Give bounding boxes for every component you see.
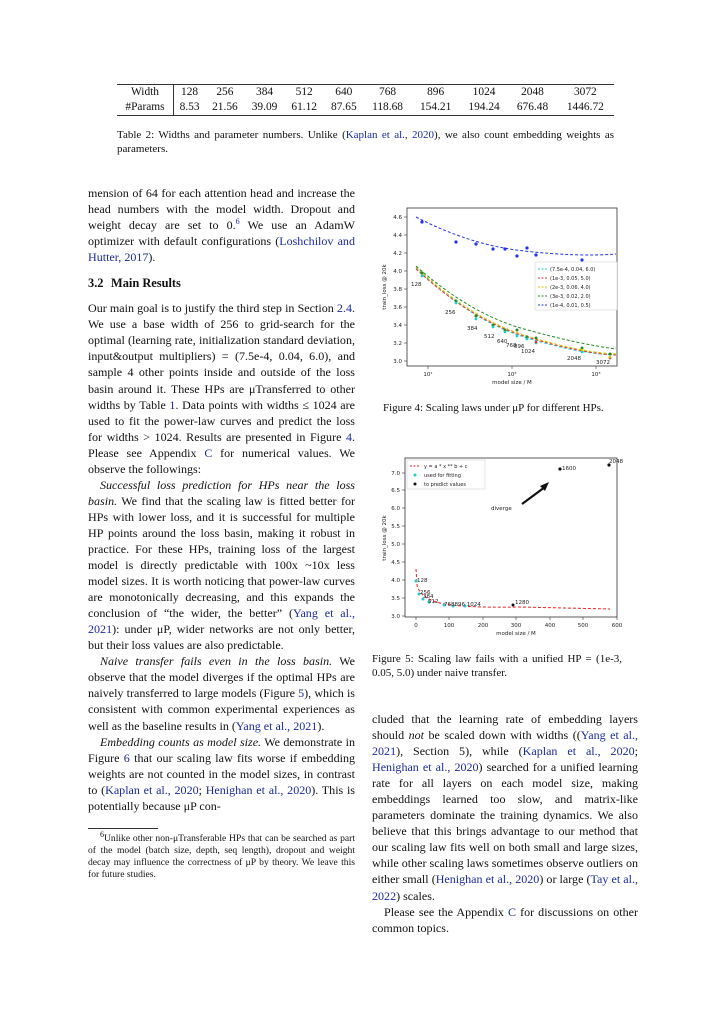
svg-text:4.5: 4.5 <box>391 560 400 566</box>
svg-text:200: 200 <box>477 623 489 629</box>
svg-text:256: 256 <box>445 310 456 316</box>
svg-text:(1e-4, 0.01, 0.5): (1e-4, 0.01, 0.5) <box>550 303 591 309</box>
svg-text:(3e-3, 0.02, 2.0): (3e-3, 0.02, 2.0) <box>550 294 591 300</box>
table-cell: 1446.72 <box>557 100 614 116</box>
svg-text:4.0: 4.0 <box>391 578 400 584</box>
table-link[interactable]: 1 <box>169 397 176 412</box>
svg-text:384: 384 <box>423 594 434 600</box>
svg-text:100: 100 <box>443 623 455 629</box>
citation-link[interactable]: Kaplan et al., 2020 <box>105 782 199 797</box>
svg-text:3.8: 3.8 <box>393 287 402 293</box>
svg-text:3.5: 3.5 <box>391 596 400 602</box>
citation-link[interactable]: Loshchilov and Hutter, 2017 <box>88 234 355 265</box>
right-column <box>372 711 638 936</box>
svg-text:to predict values: to predict values <box>424 482 466 488</box>
y-axis-label: train_loss @ 20k <box>382 264 388 310</box>
svg-text:(7.5e-4, 0.04, 6.0): (7.5e-4, 0.04, 6.0) <box>550 267 596 273</box>
appendix-link[interactable]: C <box>204 445 213 460</box>
svg-text:3072: 3072 <box>596 360 610 366</box>
svg-text:384: 384 <box>467 326 478 332</box>
table-cell: 512 <box>284 85 324 101</box>
svg-text:3.6: 3.6 <box>393 305 402 311</box>
left-column <box>88 185 355 881</box>
svg-text:4.2: 4.2 <box>393 251 402 257</box>
paragraph: Embedding counts as model size. We demonstrate in Figure 6 that our scaling law fits worse if embedding weights are not counted in the model sizes, in contrast to (Kaplan et al., 2020; Henighan et al., 2020). This is potentially because μP con- <box>88 734 355 813</box>
citation-link[interactable]: Yang et al., 2021 <box>235 718 318 733</box>
svg-text:600: 600 <box>611 623 623 629</box>
svg-text:768: 768 <box>506 343 517 349</box>
svg-text:1024: 1024 <box>521 349 535 355</box>
table-row-params <box>117 100 614 116</box>
svg-text:128: 128 <box>411 282 422 288</box>
paragraph: Successful loss prediction for HPs near the loss basin. We find that the scaling law is fitted better for HPs with lower loss, and it is successful for multiple HP points around the loss basin, making it robust in practice. For these HPs, training loss of the largest model is directly predictable with 100x ~10x less model sizes. It is worth noticing that power-law curves are monotonically decreasing, and this expands the conclusion of “the wider, the better” (Yang et al., 2021): under μP, wider networks are not only better, but their loss values are also predictable. <box>88 477 356 653</box>
svg-text:(1e-3, 0.05, 5.0): (1e-3, 0.05, 5.0) <box>550 276 591 282</box>
table-cell: 768 <box>364 85 412 101</box>
figure-4-caption: Figure 4: Scaling laws under μP for different HPs. <box>383 402 604 414</box>
table-cell: 128 <box>174 85 206 101</box>
paragraph: cluded that the learning rate of embedding layers should not be scaled down with widths ((Yang et al., 2021), Section 5), while (Kaplan et al., 2020; Henighan et al., 2020) searched for a unified learning rate for all layers on each model size, making embeddings learned too slow, and matrix-like parameters dominate the training dynamics. We also believe that this brings advantage to our method that our scaling law fits well on both small and large sizes, while other scaling laws sometimes observe outliers on either small (Henighan et al., 2020) or large (Tay et al., 2022) scales. <box>372 712 639 903</box>
svg-text:512: 512 <box>428 599 439 605</box>
svg-text:5.5: 5.5 <box>391 524 400 530</box>
svg-text:7.0: 7.0 <box>391 471 400 477</box>
svg-text:4.0: 4.0 <box>393 269 402 275</box>
table-cell: 3072 <box>557 85 614 101</box>
svg-text:300: 300 <box>510 623 522 629</box>
figure-4-legend <box>535 262 617 310</box>
figure-link[interactable]: 6 <box>123 750 130 765</box>
table-row-widths <box>117 85 614 101</box>
table-cell: 384 <box>245 85 285 101</box>
paragraph: mension of 64 for each attention head and increase the head numbers with the model width. Dropout and weight decay are set to 0.$^6$ We use an AdamW optimizer with default configurations (Loshchilov and Hutter, 2017). <box>88 186 355 265</box>
svg-text:10¹: 10¹ <box>423 372 433 378</box>
svg-text:y = a * x ** b + c: y = a * x ** b + c <box>424 464 468 470</box>
svg-text:0: 0 <box>414 623 418 629</box>
table-cell: 154.21 <box>411 100 459 116</box>
citation-link[interactable]: Yang et al., 2021 <box>372 728 638 759</box>
table-cell: 640 <box>324 85 364 101</box>
svg-text:500: 500 <box>577 623 589 629</box>
citation-link[interactable]: Tay et al., 2022 <box>372 872 638 903</box>
figure-link[interactable]: 4 <box>345 429 352 444</box>
svg-text:2048: 2048 <box>567 356 581 362</box>
table-cell: 194.24 <box>460 100 508 116</box>
svg-text:3.2: 3.2 <box>393 341 402 347</box>
paragraph: Naive transfer fails even in the loss basin. We observe that the model diverges if the optimal HPs are naively transferred to large models (Figure 5), which is consistent with common experimental experiences as well as the baseline results in (Yang et al., 2021). <box>88 654 355 733</box>
svg-text:3.0: 3.0 <box>393 359 402 365</box>
table-cell: 39.09 <box>245 100 285 116</box>
row-header: #Params <box>117 100 174 116</box>
footnote-marker[interactable]: 6 <box>235 217 240 227</box>
svg-text:640: 640 <box>497 339 508 345</box>
paragraph: Our main goal is to justify the third step in Section 2.4. We use a base width of 256 to grid-search for the optimal (learning rate, initialization standard deviation, input&output multipliers) = (7.5e-4, 0.04, 6.0), and sample 4 other points inside and outside of the loss basin around it. These HPs are μTransferred to other widths by Table 1. Data points with widths ≤ 1024 are used to fit the power-law curves and predict the loss for widths > 1024. Results are presented in Figure 4. Please see Appendix C for numerical values. We observe the followings: <box>88 301 355 476</box>
table-cell: 61.12 <box>284 100 324 116</box>
svg-text:400: 400 <box>544 623 556 629</box>
svg-text:128: 128 <box>417 578 428 584</box>
table-cell: 8.53 <box>174 100 206 116</box>
citation-link[interactable]: Kaplan et al., 2020 <box>522 744 635 759</box>
x-axis-label: model size / M <box>492 380 532 386</box>
svg-text:4.6: 4.6 <box>393 215 402 221</box>
section-link[interactable]: 2.4 <box>336 301 352 316</box>
footnote-divider <box>88 828 158 829</box>
table-cell: 256 <box>205 85 245 101</box>
footnote: $^6$Unlike other non-μTransferable HPs that can be searched as part of the model (batch size, depth, seq length), dropout and weight decay may influence the correctness of μP by theory. We leave this for future studies. <box>88 829 355 880</box>
table-cell: 21.56 <box>205 100 245 116</box>
citation-link[interactable]: Henighan et al., 2020 <box>372 760 479 775</box>
svg-text:5.0: 5.0 <box>391 542 400 548</box>
figure-5-chart <box>370 450 624 640</box>
figure-4-chart <box>370 200 624 390</box>
svg-text:768896 1024: 768896 1024 <box>444 602 481 608</box>
appendix-link[interactable]: C <box>507 904 517 919</box>
svg-text:1280: 1280 <box>515 600 529 606</box>
citation-link[interactable]: Henighan et al., 2020 <box>205 782 312 797</box>
svg-text:3.4: 3.4 <box>393 323 402 329</box>
table-cell: 2048 <box>508 85 556 101</box>
svg-text:train_loss @ 20k: train_loss @ 20k <box>382 515 388 561</box>
svg-text:diverge: diverge <box>491 506 512 512</box>
table-cell: 896 <box>411 85 459 101</box>
svg-text:512: 512 <box>484 334 495 340</box>
svg-text:256: 256 <box>420 590 431 596</box>
svg-text:6.5: 6.5 <box>391 488 400 494</box>
figure-link[interactable]: 5 <box>298 686 305 701</box>
row-header: Width <box>117 85 174 101</box>
svg-text:10³: 10³ <box>591 372 601 378</box>
citation-link[interactable]: Kaplan et al., 2020 <box>345 129 435 141</box>
citation-link[interactable]: Henighan et al., 2020 <box>435 872 540 887</box>
svg-text:2048: 2048 <box>609 459 623 465</box>
svg-text:4.4: 4.4 <box>393 233 402 239</box>
table-cell: 87.65 <box>324 100 364 116</box>
svg-text:1600: 1600 <box>562 466 576 472</box>
svg-text:10²: 10² <box>507 372 517 378</box>
figure-5-legend <box>407 460 485 489</box>
table-cell: 1024 <box>460 85 508 101</box>
table-cell: 676.48 <box>508 100 556 116</box>
svg-text:896: 896 <box>514 344 525 350</box>
svg-text:6.0: 6.0 <box>391 506 400 512</box>
table-cell: 118.68 <box>364 100 412 116</box>
section-heading: 3.2 Main Results <box>88 276 181 291</box>
diverge-annotation <box>491 482 549 512</box>
figure-5-caption: Figure 5: Scaling law fails with a unified HP = (1e-3, 0.05, 5.0) under naive transfer. <box>372 653 622 679</box>
paragraph: Please see the Appendix C for discussions on other common topics. <box>372 904 638 935</box>
svg-text:used for fitting: used for fitting <box>424 473 461 479</box>
params-table <box>117 84 614 116</box>
citation-link[interactable]: Yang et al., 2021 <box>88 606 356 637</box>
svg-text:3.0: 3.0 <box>391 614 400 620</box>
table-caption: Table 2: Widths and parameter numbers. Unlike (Kaplan et al., 2020), we also count embedding weights as parameters. <box>117 129 614 155</box>
svg-text:model size / M: model size / M <box>496 631 536 637</box>
svg-text:(2e-3, 0.06, 4.0): (2e-3, 0.06, 4.0) <box>550 285 591 291</box>
